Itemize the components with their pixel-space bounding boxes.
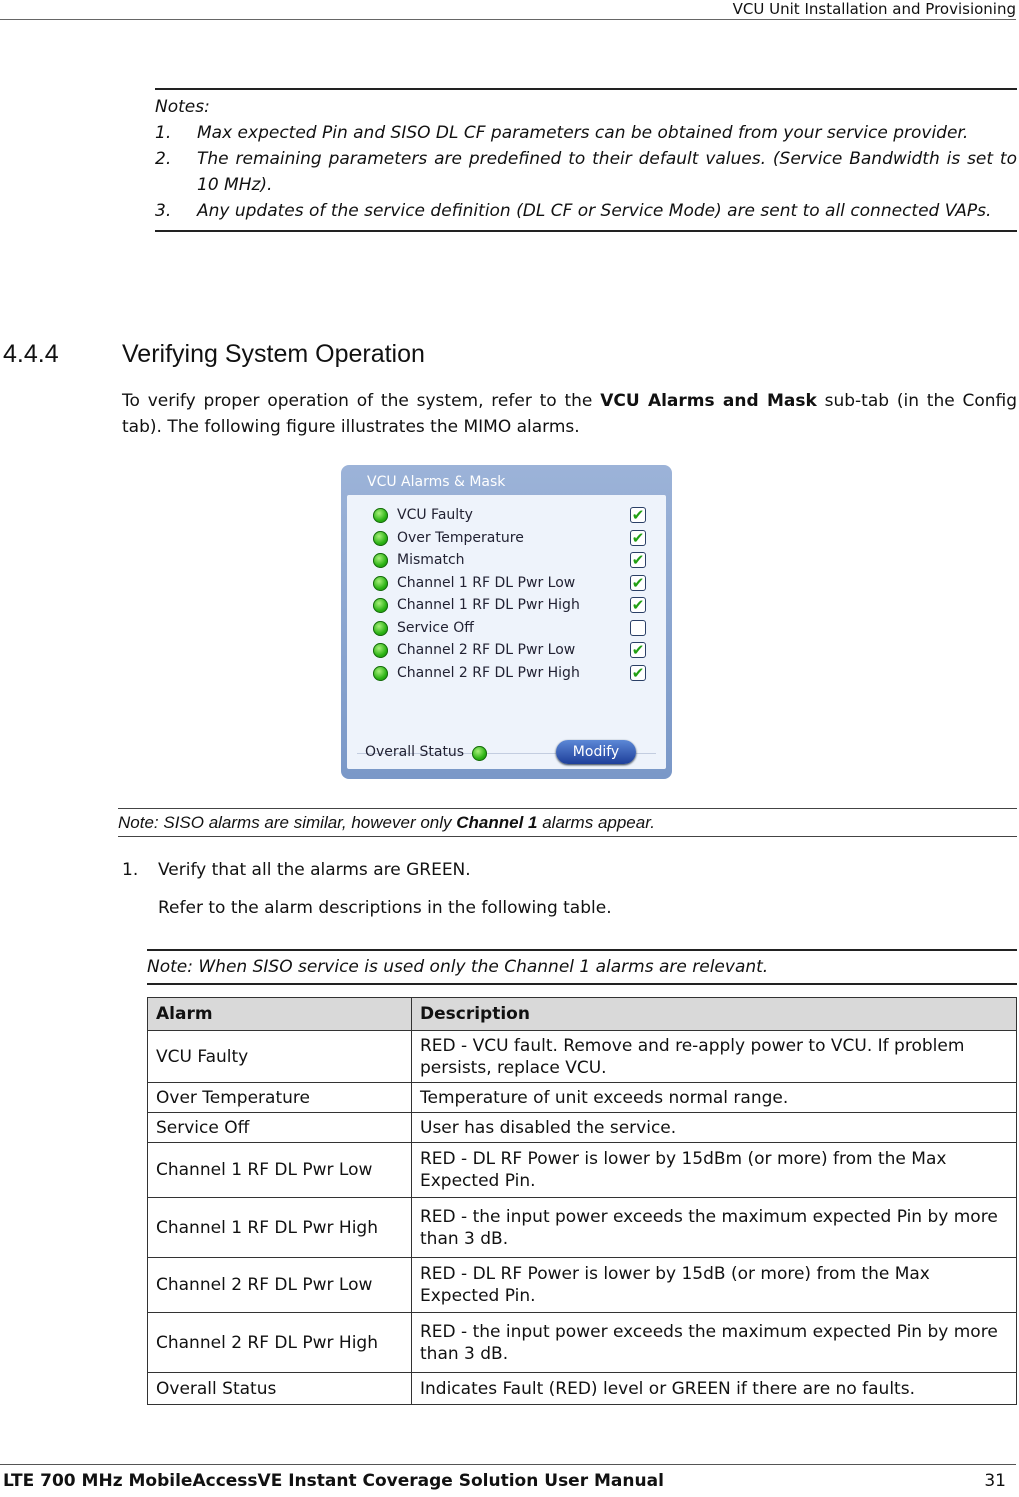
description-cell: RED - DL RF Power is lower by 15dBm (or more) from the Max Expected Pin. (412, 1143, 1017, 1198)
alarm-row (367, 528, 646, 550)
vcu-alarms-panel (341, 465, 672, 779)
table-note: Note: When SISO service is used only the Channel 1 alarms are relevant. (147, 949, 1017, 985)
green-led-icon (373, 508, 388, 523)
description-cell: RED - VCU fault. Remove and re-apply power to VCU. If problem persists, replace VCU. (412, 1031, 1017, 1083)
panel-body (347, 495, 666, 769)
green-led-icon (373, 666, 388, 681)
table-row (148, 1373, 1017, 1405)
intro-paragraph (122, 388, 1017, 440)
green-led-icon (373, 621, 388, 636)
table-row (148, 1083, 1017, 1113)
section-title: Verifying System Operation (122, 340, 425, 368)
alarm-cell: Channel 2 RF DL Pwr Low (148, 1258, 412, 1313)
alarm-label: Channel 2 RF DL Pwr High (397, 665, 580, 681)
alarm-cell: Overall Status (148, 1373, 412, 1405)
description-cell: Temperature of unit exceeds normal range. (412, 1083, 1017, 1113)
siso-note (118, 808, 1017, 837)
table-row (148, 1198, 1017, 1258)
mask-checkbox[interactable]: ✔ (631, 529, 645, 547)
alarm-row (367, 640, 646, 662)
step-number: 1. (122, 860, 139, 880)
alarm-row (367, 618, 646, 640)
alarm-cell: VCU Faulty (148, 1031, 412, 1083)
alarm-label: Channel 1 RF DL Pwr Low (397, 575, 576, 591)
mask-checkbox[interactable]: ✔ (631, 641, 645, 659)
green-led-icon (373, 553, 388, 568)
note-number: 2. (155, 149, 172, 169)
table-row (148, 1031, 1017, 1083)
mask-checkbox[interactable]: ✔ (631, 506, 645, 524)
mask-checkbox[interactable] (630, 620, 646, 636)
page-number: 31 (984, 1471, 1006, 1491)
alarm-label: Mismatch (397, 552, 465, 568)
note-text: The remaining parameters are predefined to their default values. (Service Bandwidth is set to 10 MHz). (197, 149, 1017, 195)
note-item (155, 120, 1017, 146)
green-led-icon (373, 598, 388, 613)
alarm-cell: Service Off (148, 1113, 412, 1143)
intro-bold: VCU Alarms and Mask (600, 391, 817, 411)
overall-status-led-icon (472, 746, 487, 761)
column-header-description: Description (412, 998, 1017, 1031)
description-cell: RED - the input power exceeds the maximum expected Pin by more than 3 dB. (412, 1198, 1017, 1258)
table-row (148, 1113, 1017, 1143)
table-row (148, 1258, 1017, 1313)
notes-title: Notes: (155, 97, 210, 117)
siso-note-text-2: alarms appear. (537, 813, 655, 832)
column-header-alarm: Alarm (148, 998, 412, 1031)
mask-checkbox[interactable]: ✔ (631, 551, 645, 569)
modify-button[interactable]: Modify (556, 740, 636, 764)
alarm-row (367, 505, 646, 527)
overall-status-label: Overall Status (365, 744, 465, 760)
alarm-label: Service Off (397, 620, 474, 636)
alarm-cell: Channel 1 RF DL Pwr Low (148, 1143, 412, 1198)
description-cell: RED - the input power exceeds the maximum expected Pin by more than 3 dB. (412, 1313, 1017, 1373)
alarm-row (367, 550, 646, 572)
notes-box (155, 88, 1017, 232)
alarm-description-table (147, 997, 1017, 1405)
section-number: 4.4.4 (3, 340, 59, 368)
siso-note-text-1: Note: SISO alarms are similar, however only (118, 813, 457, 832)
description-cell: User has disabled the service. (412, 1113, 1017, 1143)
alarm-cell: Channel 1 RF DL Pwr High (148, 1198, 412, 1258)
mask-checkbox[interactable]: ✔ (631, 664, 645, 682)
note-text: Max expected Pin and SISO DL CF parameters can be obtained from your service provider. (197, 123, 969, 143)
note-number: 3. (155, 201, 172, 221)
green-led-icon (373, 531, 388, 546)
panel-title: VCU Alarms & Mask (367, 474, 506, 490)
description-cell: RED - DL RF Power is lower by 15dB (or more) from the Max Expected Pin. (412, 1258, 1017, 1313)
note-number: 1. (155, 123, 172, 143)
alarm-label: VCU Faulty (397, 507, 473, 523)
note-text: Any updates of the service definition (DL CF or Service Mode) are sent to all connected VAPs. (197, 201, 992, 221)
description-cell: Indicates Fault (RED) level or GREEN if there are no faults. (412, 1373, 1017, 1405)
alarm-label: Channel 1 RF DL Pwr High (397, 597, 580, 613)
page-footer (0, 1464, 1016, 1495)
mask-checkbox[interactable]: ✔ (631, 574, 645, 592)
running-header (0, 0, 1016, 20)
alarm-row (367, 573, 646, 595)
mask-checkbox[interactable]: ✔ (631, 596, 645, 614)
intro-text-1: To verify proper operation of the system, refer to the (122, 391, 601, 411)
notes-list (155, 120, 1017, 224)
alarm-row (367, 595, 646, 617)
green-led-icon (373, 643, 388, 658)
table-header-row (148, 998, 1017, 1031)
alarm-label: Over Temperature (397, 530, 524, 546)
green-led-icon (373, 576, 388, 591)
alarm-cell: Over Temperature (148, 1083, 412, 1113)
table-row (148, 1143, 1017, 1198)
step-1 (122, 860, 471, 880)
alarm-cell: Channel 2 RF DL Pwr High (148, 1313, 412, 1373)
section-heading (3, 340, 425, 369)
alarm-row (367, 663, 646, 685)
table-row (148, 1313, 1017, 1373)
note-item (155, 198, 1017, 224)
running-title: VCU Unit Installation and Provisioning (732, 0, 1016, 18)
step-text: Verify that all the alarms are GREEN. (158, 860, 471, 880)
footer-title: LTE 700 MHz MobileAccessVE Instant Coverage Solution User Manual (3, 1471, 664, 1491)
step-1-subtext: Refer to the alarm descriptions in the following table. (158, 898, 612, 918)
note-item (155, 146, 1017, 198)
alarm-label: Channel 2 RF DL Pwr Low (397, 642, 576, 658)
intro-text-2: sub-tab (in the Config tab). The following figure illustrates the MIMO alarms. (122, 391, 1018, 437)
siso-note-bold: Channel 1 (456, 813, 538, 832)
